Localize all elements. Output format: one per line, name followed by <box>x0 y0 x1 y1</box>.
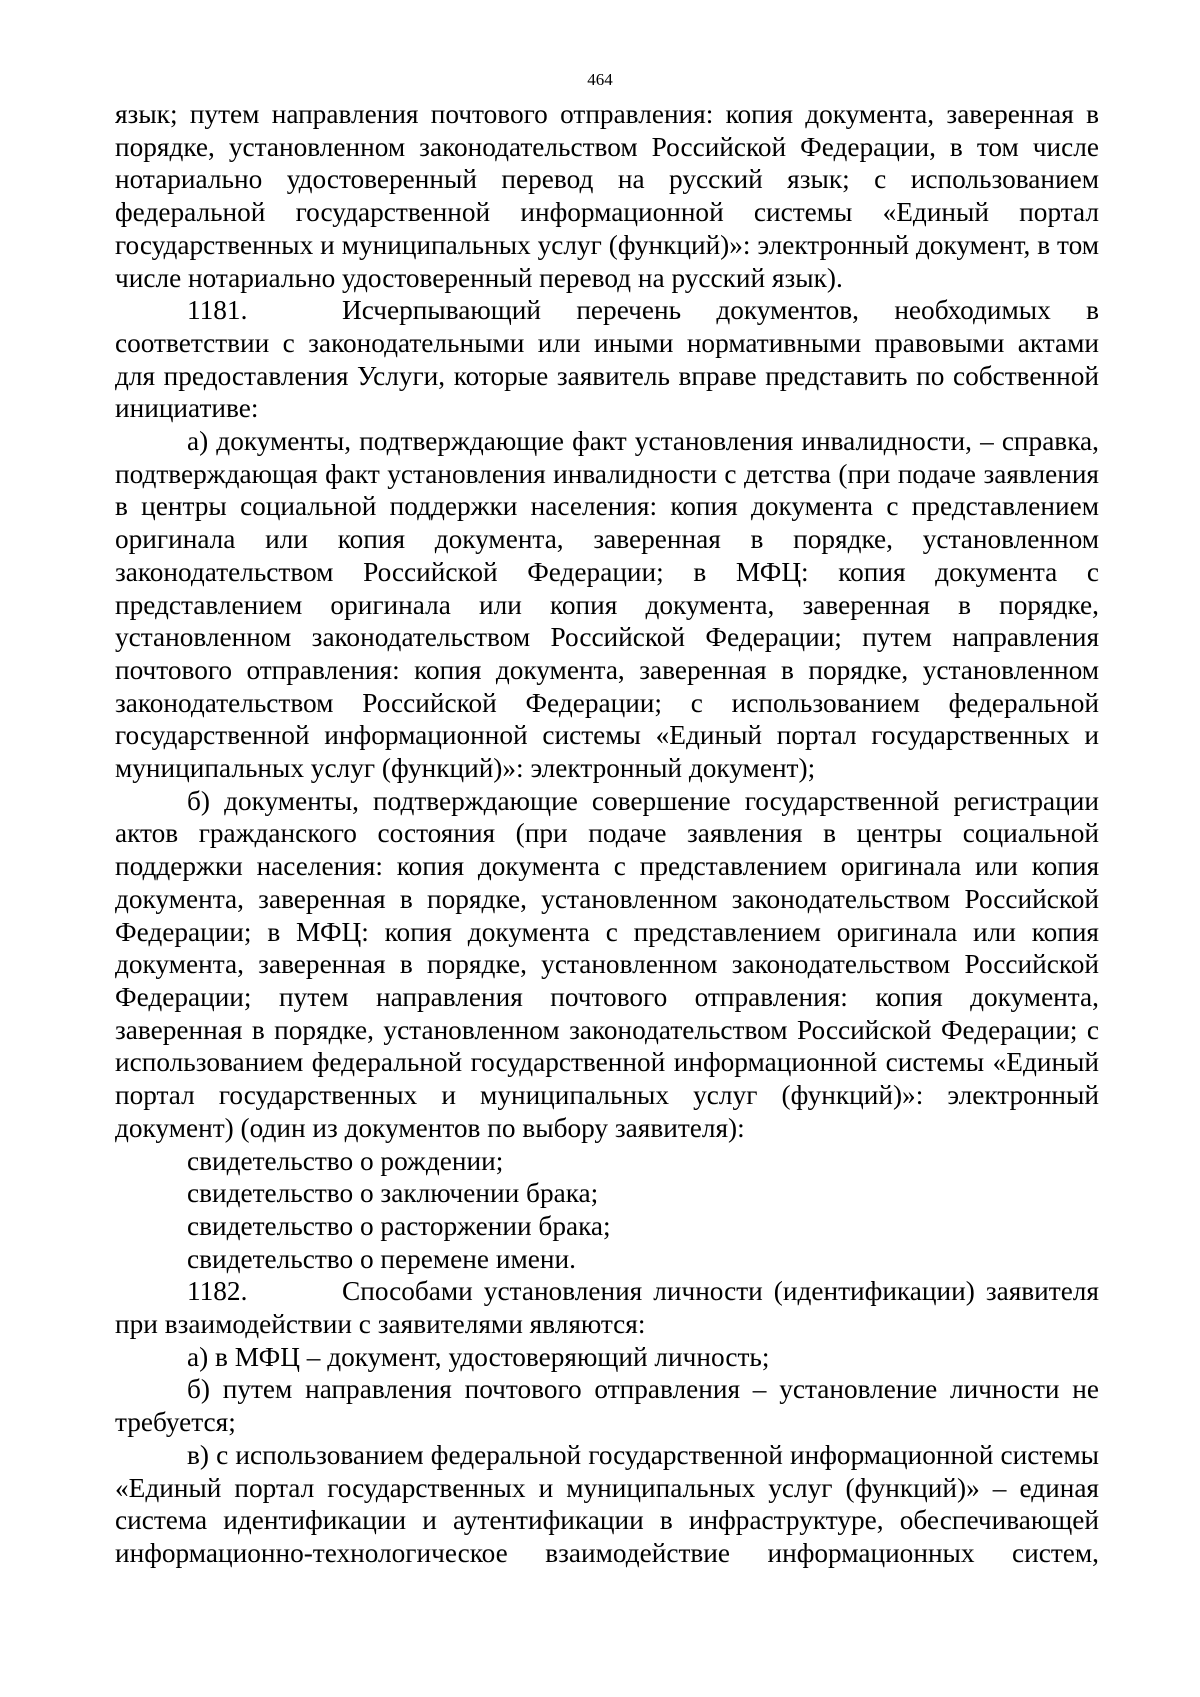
item-number-1181: 1181. <box>187 295 248 326</box>
list-item: свидетельство о расторжении брака; <box>187 1210 611 1241</box>
paragraph-disability-docs: а) документы, подтверждающие факт установления инвалидности, – справка, подтверждающая факт установления инвалидности с детства (при подаче заявления в центры социальной поддержки населения: копия документа с представлением оригинала или копия документа, заверенная в порядке, установленном законодательством Российской Федерации; в МФЦ: копия документа с представлением оригинала или копия документа, заверенная в порядке, установленном законодательством Российской Федерации; путем направления почтового отправления: копия документа, заверенная в порядке, установленном законодательством Российской Федерации; с использованием федеральной государственной информационной системы «Единый портал государственных и муниципальных услуг (функций)»: электронный документ); <box>115 426 1099 784</box>
paragraph-1181 <box>115 294 1099 425</box>
list-item: свидетельство о заключении брака; <box>187 1178 599 1209</box>
paragraph-continuation: язык; путем направления почтового отправления: копия документа, заверенная в порядке, установленном законодательством Российской Федерации, в том числе нотариально удостоверенный перевод на русский язык; с использованием федеральной государственной информационной системы «Единый портал государственных и муниципальных услуг (функций)»: электронный документ, в том числе нотариально удостоверенный перевод на русский язык). <box>115 99 1099 293</box>
paragraph-mfc-identification: а) в МФЦ – документ, удостоверяющий личность; <box>187 1341 770 1372</box>
item-text-1182: Способами установления личности (идентификации) заявителя при взаимодействии с заявителями являются: <box>115 1276 1099 1340</box>
item-text-1181: Исчерпывающий перечень документов, необходимых в соответствии с законодательными или иными нормативными правовыми актами для предоставления Услуги, которые заявитель вправе представить по собственной инициативе: <box>115 295 1099 424</box>
list-item: свидетельство о рождении; <box>187 1145 504 1176</box>
paragraph-portal-identification: в) с использованием федеральной государственной информационной системы «Единый портал государственных и муниципальных услуг (функций)» – единая система идентификации и аутентификации в инфраструктуре, обеспечивающей информационно-технологическое взаимодействие информационных систем, <box>115 1439 1099 1568</box>
document-body <box>115 98 1099 1570</box>
list-item: свидетельство о перемене имени. <box>187 1243 576 1274</box>
paragraph-postal-identification: б) путем направления почтового отправления – установление личности не требуется; <box>115 1374 1099 1438</box>
paragraph-1182 <box>115 1275 1099 1340</box>
page-number: 464 <box>587 70 613 89</box>
item-number-1182: 1182. <box>187 1276 248 1307</box>
paragraph-civil-status-docs: б) документы, подтверждающие совершение государственной регистрации актов гражданского состояния (при подаче заявления в центры социальной поддержки населения: копия документа с представлением оригинала или копия документа, заверенная в порядке, установленном законодательством Российской Федерации; в МФЦ: копия документа с представлением оригинала или копия документа, заверенная в порядке, установленном законодательством Российской Федерации; путем направления почтового отправления: копия документа, заверенная в порядке, установленном законодательством Российской Федерации; с использованием федеральной государственной информационной системы «Единый портал государственных и муниципальных услуг (функций)»: электронный документ) (один из документов по выбору заявителя): <box>115 785 1099 1143</box>
